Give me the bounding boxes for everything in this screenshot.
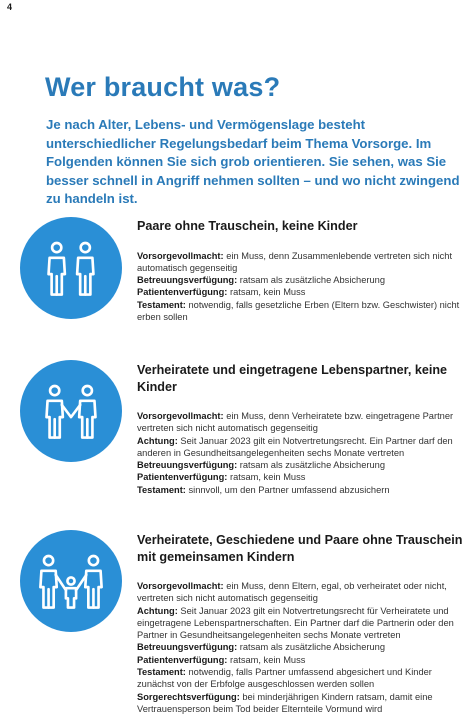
term-label: Testament: xyxy=(137,667,186,678)
term-text: bei minderjährigen Kindern ratsam, damit eine Vertrauensperson beim Tod beider Elternteile Vormund wird xyxy=(137,691,433,714)
list-item xyxy=(137,484,471,496)
list-item xyxy=(137,471,471,483)
term-text: ratsam als zusätzliche Absicherung xyxy=(237,642,385,653)
intro-paragraph: Je nach Alter, Lebens- und Vermögenslage besteht unterschiedlicher Regelungsbedarf beim Thema Vorsorge. Im Folgenden können Sie sich grob orientieren. Sie sehen, was Sie besser schnell in Angriff nehmen sollten – und wo nicht zwingend zu handeln ist. xyxy=(46,117,460,206)
section-title: Verheiratete und eingetragene Lebenspartner, keine Kinder xyxy=(137,363,448,394)
term-text: ratsam, kein Muss xyxy=(227,654,306,665)
couple-holding-hands-icon xyxy=(20,360,122,462)
list-item xyxy=(137,605,471,642)
section-title: Verheiratete, Geschiedene und Paare ohne Trauschein mit gemeinsamen Kindern xyxy=(137,533,463,564)
term-label: Patientenverfügung: xyxy=(137,287,228,298)
list-item xyxy=(137,286,471,298)
term-label: Achtung: xyxy=(137,605,178,616)
page-number: 4 xyxy=(7,2,13,12)
list-item xyxy=(137,274,471,286)
term-label: Sorgerechtsverfügung: xyxy=(137,691,240,702)
term-label: Testament: xyxy=(137,484,186,495)
term-text: ein Muss, denn Eltern, egal, ob verheiratet oder nicht, vertreten sich nicht automatisch gegenseitig xyxy=(137,581,447,604)
term-text: sinnvoll, um den Partner umfassend abzusichern xyxy=(185,484,390,495)
term-label: Betreuungsverfügung: xyxy=(137,642,238,653)
list-item xyxy=(137,410,471,435)
term-text: ratsam als zusätzliche Absicherung xyxy=(237,460,385,471)
term-label: Patientenverfügung: xyxy=(137,472,228,483)
list-item xyxy=(137,299,471,324)
term-label: Betreuungsverfügung: xyxy=(137,460,238,471)
list-item xyxy=(137,641,471,653)
section-parents xyxy=(137,532,471,715)
list-item xyxy=(137,691,471,716)
term-text: ein Muss, denn Verheiratete bzw. eingetragene Partner vertreten sich nicht automatisch gegenseitig xyxy=(137,411,454,434)
section-married-couples xyxy=(137,362,471,496)
list-item xyxy=(137,654,471,666)
section-unmarried-couples xyxy=(137,218,471,323)
term-text: ratsam als zusätzliche Absicherung xyxy=(237,275,385,286)
section-body xyxy=(137,580,471,715)
list-item xyxy=(137,459,471,471)
term-label: Betreuungsverfügung: xyxy=(137,275,238,286)
term-text: notwendig, falls gesetzliche Erben (Eltern bzw. Geschwister) nicht erben sollen xyxy=(137,299,460,322)
term-label: Achtung: xyxy=(137,435,178,446)
term-text: ratsam, kein Muss xyxy=(227,472,306,483)
term-label: Testament: xyxy=(137,299,186,310)
list-item xyxy=(137,580,471,605)
page-title: Wer braucht was? xyxy=(45,72,281,102)
section-title: Paare ohne Trauschein, keine Kinder xyxy=(137,219,358,233)
list-item xyxy=(137,666,471,691)
term-text: notwendig, falls Partner umfassend abgesichert und Kinder zunächst von der Erbfolge ausgeschlossen werden sollen xyxy=(137,667,432,690)
two-people-icon xyxy=(20,217,122,319)
family-with-child-icon xyxy=(20,530,122,632)
term-text: ein Muss, denn Zusammenlebende vertreten sich nicht automatisch gegenseitig xyxy=(137,250,453,273)
section-body xyxy=(137,410,471,496)
term-text: ratsam, kein Muss xyxy=(227,287,306,298)
list-item xyxy=(137,250,471,275)
term-text: Seit Januar 2023 gilt ein Notvertretungsrecht für Verheiratete und eingetragene Lebenspartnerschaften. Ein Partner darf die Partnerin oder den Partner in Gesundheitsangelegenheiten sechs Monate vertreten xyxy=(137,605,454,641)
term-label: Vorsorgevollmacht: xyxy=(137,411,224,421)
term-label: Patientenverfügung: xyxy=(137,654,228,665)
list-item xyxy=(137,435,471,460)
term-label: Vorsorgevollmacht: xyxy=(137,581,224,591)
section-body xyxy=(137,250,471,324)
term-label: Vorsorgevollmacht: xyxy=(137,250,224,261)
term-text: Seit Januar 2023 gilt ein Notvertretungsrecht. Ein Partner darf den anderen in Gesundheitsangelegenheiten sechs Monate vertreten xyxy=(137,435,453,458)
